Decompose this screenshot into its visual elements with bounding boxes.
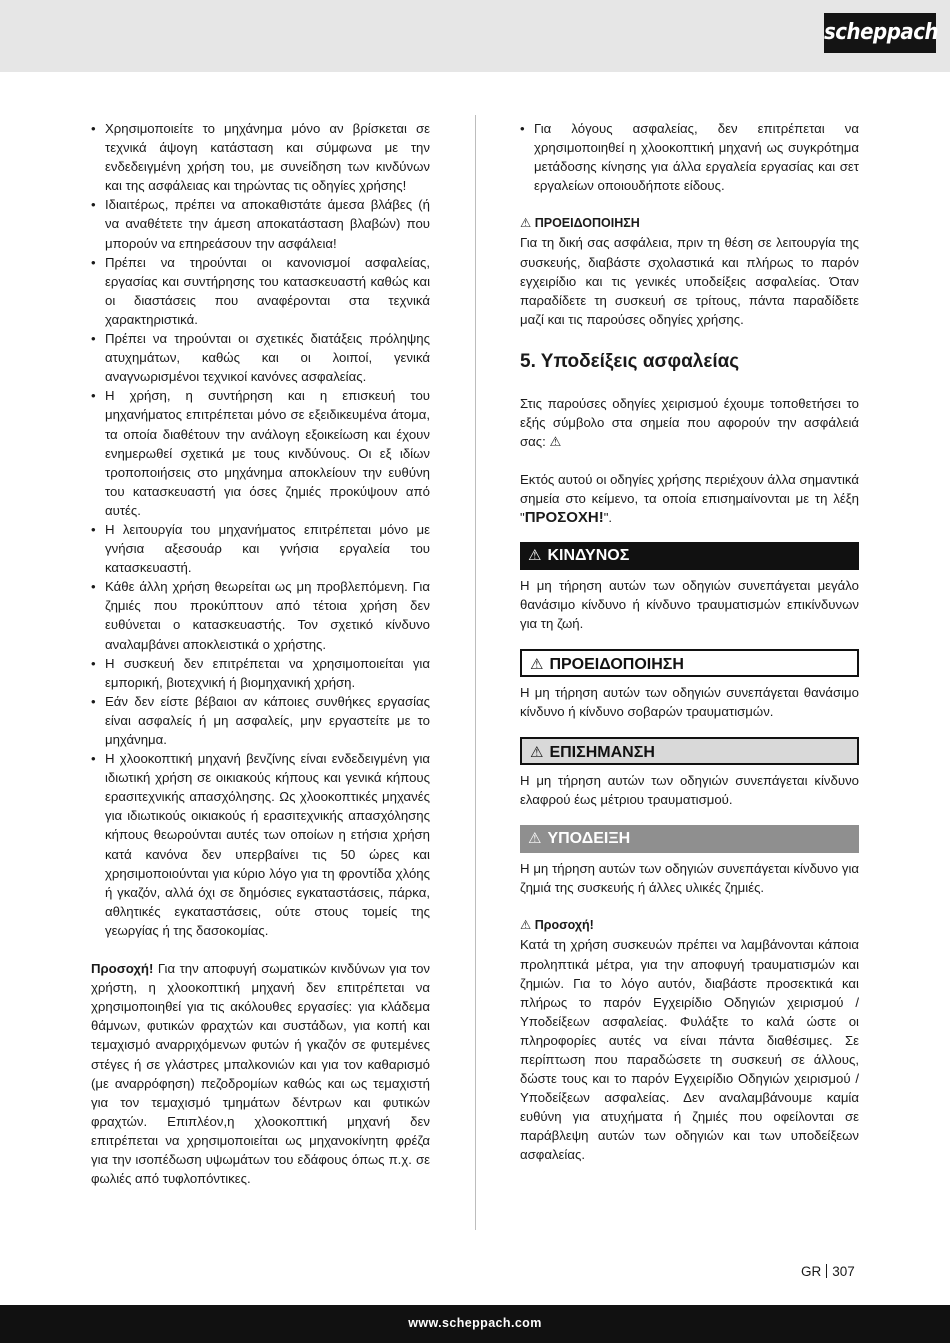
- notice-box: [520, 825, 859, 853]
- intro-text: Στις παρούσες οδηγίες χειρισμού έχουμε τοποθετήσει το εξής σύμβολο στα σημεία που αφορούν την ασφάλειά σας: ⚠: [520, 395, 859, 450]
- list-item: • Πρέπει να τηρούνται οι κανονισμοί ασφαλείας, εργασίας και συντήρησης του κατασκευαστή καθώς και οι διαστάσεις που αναφέρονται στα τεχνικά χαρακτηριστικά.: [91, 253, 430, 329]
- page-lang: GR: [801, 1264, 822, 1279]
- notice-text: Η μη τήρηση αυτών των οδηγιών συνεπάγεται κίνδυνο για ζημιά της συσκευής ή άλλες υλικές ζημιές.: [520, 861, 859, 896]
- brand-logo: scheppach: [824, 13, 936, 53]
- signal-word: ΠΡΟΣΟΧΗ!: [524, 509, 604, 527]
- caution-box: [520, 737, 859, 765]
- column-divider: [475, 115, 476, 1230]
- warning-triangle-icon: ⚠: [520, 918, 532, 933]
- warning-box: [520, 649, 859, 677]
- signal-text: Εκτός αυτού οι οδηγίες χρήσης περιέχουν άλλα σημαντικά σημεία στο κείμενο, τα οποία επισημαίνονται με τη λέξη ": [520, 472, 859, 526]
- warning-box-label: ΠΡΟΕΙΔΟΠΟΙΗΣΗ: [549, 655, 684, 673]
- list-item: • Η συσκευή δεν επιτρέπεται να χρησιμοποιείται για εμπορική, βιοτεχνική ή βιομηχανική χρήση.: [91, 654, 430, 692]
- list-item: • Η λειτουργία του μηχανήματος επιτρέπεται μόνο με γνήσια αξεσουάρ και γνήσια εργαλεία του κατασκευαστή.: [91, 520, 430, 577]
- footer-band: [0, 1305, 950, 1343]
- warning-triangle-icon: ⚠: [520, 216, 532, 231]
- attention-text: Για την αποφυγή σωματικών κινδύνων για τον χρήστη, η χλοοκοπτική μηχανή δεν επιτρέπεται να χρησιμοποιηθεί για τις ακόλουθες εργασίες: για κλάδεμα θάμνων, φυτικών φραχτών και συστάδων, για κοπή και τεμαχισμό αναρριχόμενων φυτών ή γκαζόν σε φυτεμένες στέγες ή σε γλάστρες μπαλκονιών και για τον καθαρισμό (με αναρρόφηση) πεζοδρομίων καθώς και ως τεμαχιστή για τον τεμαχισμό τμημάτων δέντρων και φυτικών φραχτών. Επιπλέον,η χλοοκοπτική μηχανή δεν επιτρέπεται να χρησιμοποιείται ως μηχανοκίνητη φρέζα για την ισοπέδωση υψωμάτων του εδάφους όπως π.χ. σε φωλιές από τυφλοπόντικες.: [91, 961, 430, 1187]
- warning-triangle-icon: ⚠: [530, 743, 544, 761]
- list-item: • Κάθε άλλη χρήση θεωρείται ως μη προβλεπόμενη. Για ζημιές που προκύπτουν από τέτοια χρήση δεν ευθύνεται ο κατασκευαστής. Τον σχετικό κίνδυνο αναλαμβάνει αποκλειστικά ο χρήστης.: [91, 577, 430, 653]
- page-number: [801, 1264, 855, 1279]
- footer-url[interactable]: www.scheppach.com: [408, 1316, 542, 1330]
- signal-text-end: ".: [603, 510, 613, 526]
- signal-word-paragraph: [520, 470, 859, 527]
- attention-label: Προσοχή!: [91, 961, 154, 977]
- left-bullet-list: [91, 119, 430, 940]
- notice-label: ΥΠΟΔΕΙΞΗ: [547, 830, 631, 848]
- danger-text: Η μη τήρηση αυτών των οδηγιών συνεπάγεται μεγάλο θανάσιμο κίνδυνο ή κίνδυνο τραυματισμών επικίνδυνων για τη ζωή.: [520, 577, 859, 631]
- warning-box-text: Η μη τήρηση αυτών των οδηγιών συνεπάγεται θανάσιμο κίνδυνο ή κίνδυνο σοβαρών τραυματισμών.: [520, 684, 859, 719]
- left-column: [91, 119, 430, 1188]
- list-item: • Χρησιμοποιείτε το μηχάνημα μόνο αν βρίσκεται σε τεχνικά άψογη κατάσταση και σύμφωνα με την ενδεδειγμένη χρήση του, με συνείδηση των κινδύνων και της ασφάλειας και τηρώντας τις οδηγίες χρήσης!: [91, 119, 430, 195]
- section-heading: 5. Υποδείξεις ασφαλείας: [520, 350, 740, 372]
- list-item: • Εάν δεν είστε βέβαιοι αν κάποιες συνθήκες εργασίας είναι ασφαλείς ή μη ασφαλείς, μην εργαστείτε με το μηχάνημα.: [91, 692, 430, 749]
- page-number-value: 307: [832, 1264, 855, 1279]
- warning-triangle-icon: ⚠: [528, 830, 542, 848]
- attention-title: Προσοχή!: [534, 918, 594, 933]
- attention-paragraph: [91, 959, 430, 1188]
- attention-heading: [520, 916, 859, 935]
- list-item: • Για λόγους ασφαλείας, δεν επιτρέπεται να χρησιμοποιηθεί η χλοοκοπτική μηχανή ως συγκρότημα μετάδοσης κίνησης για άλλα εργαλεία εργασίας και σετ εργαλείων οποιουδήποτε είδους.: [520, 119, 859, 195]
- right-column: [520, 119, 859, 1165]
- warning-heading: [520, 214, 859, 233]
- header-band: [0, 0, 950, 72]
- danger-box: [520, 542, 859, 570]
- right-bullet-list: [520, 119, 859, 195]
- caution-text: Η μη τήρηση αυτών των οδηγιών συνεπάγεται κίνδυνο ελαφρού έως μέτριου τραυματισμού.: [520, 772, 859, 808]
- list-item: • Πρέπει να τηρούνται οι σχετικές διατάξεις πρόληψης ατυχημάτων, καθώς και οι λοιποί, γενικά αναγνωρισμένοι τεχνικοί κανόνες ασφαλείας.: [91, 329, 430, 386]
- list-item: • Ιδιαιτέρως, πρέπει να αποκαθιστάτε άμεσα βλάβες (ή να αναθέτετε την άμεση αποκατάσταση βλαβών) που μπορούν να επηρεάσουν την ασφάλεια!: [91, 195, 430, 252]
- attention-text: Κατά τη χρήση συσκευών πρέπει να λαμβάνονται κάποια προληπτικά μέτρα, για την αποφυγή τραυματισμών και ζημιών. Για το λόγο αυτόν, διαβάστε προσεκτικά και πλήρως το παρόν Εγχειρίδιο Οδηγιών χειρισμού / Υποδείξεων ασφαλείας. Φυλάξτε το καλά ώστε οι πληροφορίες αυτές να είναι πάντα διαθέσιμες. Σε περίπτωση που παραδώσετε τη συσκευή σε άλλους, δώστε τους και το παρόν Εγχειρίδιο Οδηγιών χειρισμού / Υποδείξεων ασφαλείας. Δεν αναλαμβάνουμε καμία ευθύνη για ατυχήματα ή ζημιές που οφείλονται σε παράβλεψη αυτών των οδηγιών και των υποδείξεων ασφαλείας.: [520, 937, 859, 1163]
- list-item: • Η χλοοκοπτική μηχανή βενζίνης είναι ενδεδειγμένη για ιδιωτική χρήση σε οικιακούς κήπους και γενικά κήπους ερασιτεχνικής απασχόλησης. Ως χλοοκοπτικές μηχανές για ιδιωτικούς οικιακούς ή ερασιτεχνικής απασχόλησης κήπους θεωρούνται αυτές των οποίων η ετήσια χρήση κατά κανόνα δεν υπερβαίνει τις 50 ώρες και χρησιμοποιούνται για κύριο λόγο για τη φροντίδα χλόης ή γκαζόν, αλλά όχι σε δημόσιες εγκαταστάσεις, πάρκα, αθλητικές εγκαταστάσεις, ούτε στους τομείς της γεωργίας ή της δασοκομίας.: [91, 749, 430, 940]
- warning-triangle-icon: ⚠: [530, 655, 544, 673]
- warning-title: ΠΡΟΕΙΔΟΠΟΙΗΣΗ: [534, 216, 640, 231]
- danger-label: ΚΙΝΔΥΝΟΣ: [547, 546, 630, 564]
- warning-text: Για τη δική σας ασφάλεια, πριν τη θέση σε λειτουργία της συσκευής, διαβάστε σχολαστικά και πλήρως το παρόν εγχειρίδιο και τις γενικές υποδείξεις ασφαλείας. Όταν παραδίδετε τη συσκευή σε τρίτους, πάντα παραδίδετε μαζί και τις παρούσες οδηγίες χρήσης.: [520, 235, 859, 327]
- list-item: • Η χρήση, η συντήρηση και η επισκευή του μηχανήματος επιτρέπεται μόνο σε εξειδικευμένα άτομα, τα οποία διαθέτουν την ανάλογη εξοικείωση και έχουν ενημερωθεί σχετικά με τους κινδύνους. Οι εξ ιδίων τροποποιήσεις στο μηχάνημα αποκλείουν την ευθύνη του κατασκευαστή για όσες ζημιές προκύψουν από αυτές.: [91, 386, 430, 520]
- caution-label: ΕΠΙΣΗΜΑΝΣΗ: [549, 743, 655, 761]
- warning-triangle-icon: ⚠: [528, 546, 542, 564]
